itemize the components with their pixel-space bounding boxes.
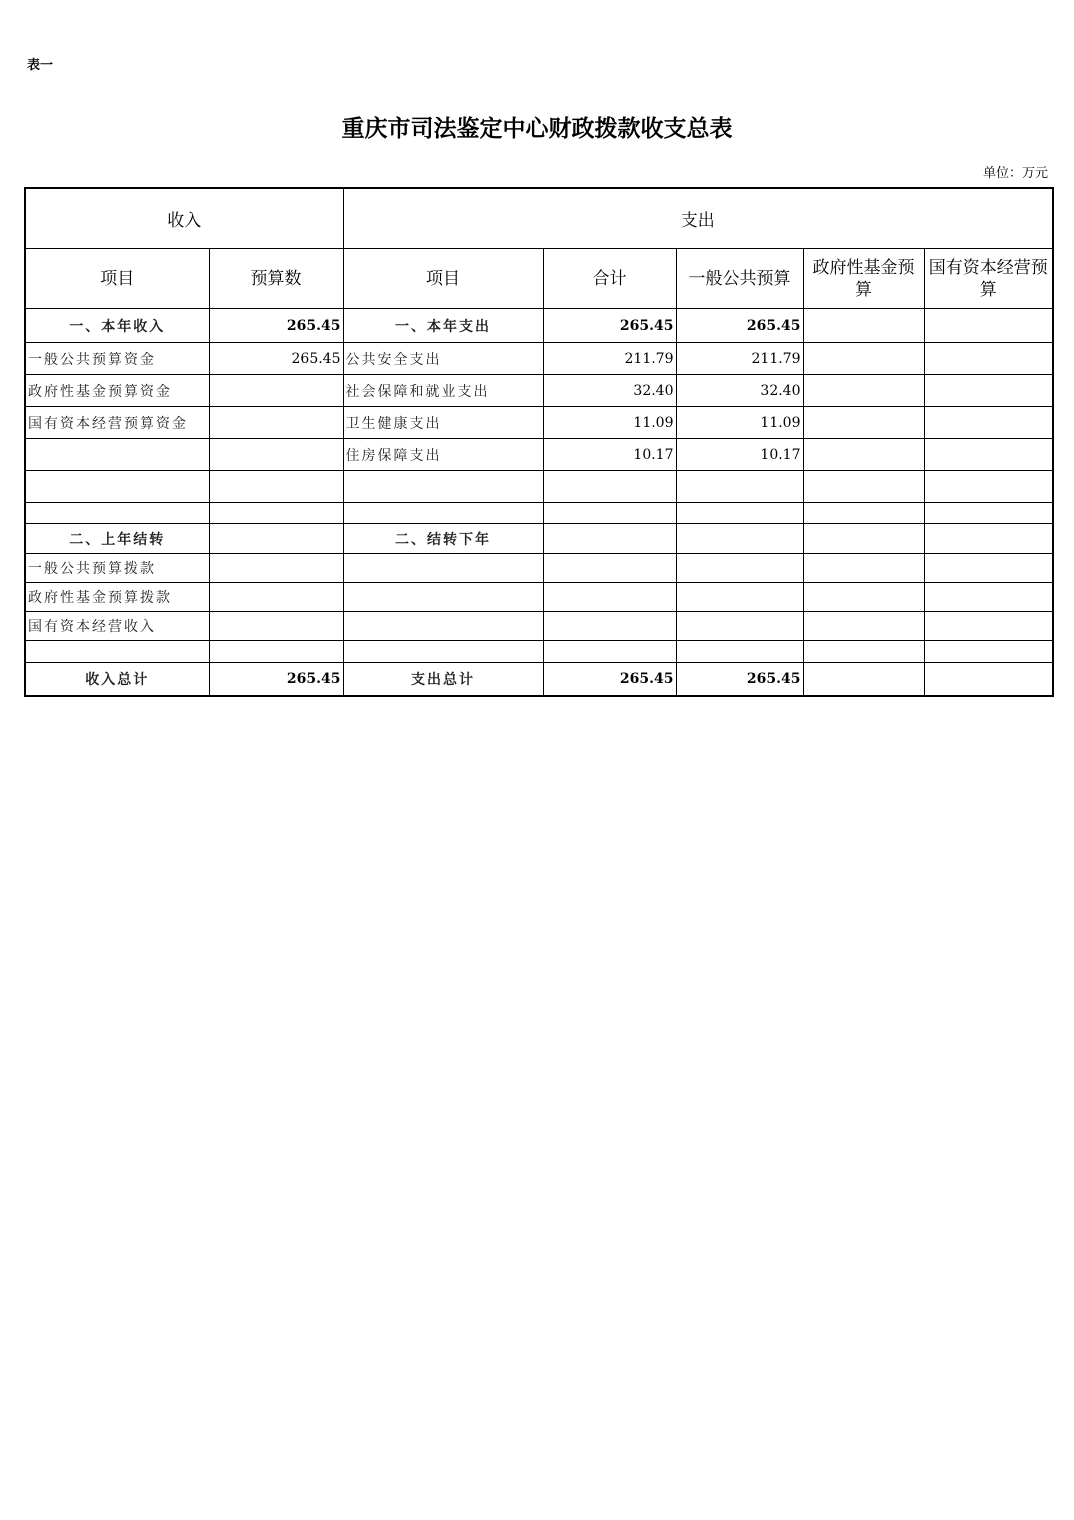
general-value: 211.79 [676,343,803,375]
table-row [25,503,1053,524]
total-value: 265.45 [543,309,676,343]
column-header-row [25,249,1053,309]
income-value [209,439,343,471]
income-item-label: 国有资本经营收入 [25,612,209,641]
state-value [924,524,1053,554]
state-value [924,407,1053,439]
table-row [25,583,1053,612]
fund-value [803,407,924,439]
budget-summary-table [24,187,1054,697]
income-item-label: 一般公共预算资金 [25,343,209,375]
income-value: 265.45 [209,343,343,375]
fund-value [803,375,924,407]
income-item-label [25,439,209,471]
income-value [209,524,343,554]
page-title: 重庆市司法鉴定中心财政拨款收支总表 [341,115,733,142]
income-value [209,375,343,407]
fund-value [803,524,924,554]
income-group-header: 收入 [25,188,343,249]
col-general-budget: 一般公共预算 [676,249,803,309]
state-value [924,343,1053,375]
expense-section-label: 一、本年支出 [343,309,543,343]
unit-note: 单位：万元 [982,166,1048,181]
table-tag: 表一 [27,58,54,73]
income-item-label: 一般公共预算拨款 [25,554,209,583]
table-row [25,309,1053,343]
table-row [25,641,1053,663]
income-item-label: 政府性基金预算拨款 [25,583,209,612]
fund-value [803,343,924,375]
expense-item-label: 公共安全支出 [343,343,543,375]
table-row [25,471,1053,503]
state-value [924,309,1053,343]
expense-item-label: 卫生健康支出 [343,407,543,439]
total-value: 265.45 [543,663,676,697]
state-value [924,663,1053,697]
table-row [25,343,1053,375]
state-value [924,439,1053,471]
expense-item-label: 住房保障支出 [343,439,543,471]
total-value [543,524,676,554]
general-value: 265.45 [676,663,803,697]
fund-value [803,439,924,471]
expense-total-label: 支出总计 [343,663,543,697]
col-income-item: 项目 [25,249,209,309]
total-row [25,663,1053,697]
table-row [25,524,1053,554]
table-row [25,439,1053,471]
total-value: 211.79 [543,343,676,375]
fund-value [803,663,924,697]
col-income-budget: 预算数 [209,249,343,309]
expense-item-label: 社会保障和就业支出 [343,375,543,407]
income-total-label: 收入总计 [25,663,209,697]
expense-section-label: 二、结转下年 [343,524,543,554]
fund-value [803,309,924,343]
income-section-label: 二、上年结转 [25,524,209,554]
general-value: 265.45 [676,309,803,343]
group-header-row [25,188,1053,249]
col-state-capital-budget: 国有资本经营预算 [924,249,1053,309]
general-value: 10.17 [676,439,803,471]
income-value [209,407,343,439]
general-value [676,524,803,554]
col-expense-item: 项目 [343,249,543,309]
total-value: 32.40 [543,375,676,407]
income-total-value: 265.45 [209,663,343,697]
state-value [924,375,1053,407]
col-fund-budget: 政府性基金预算 [803,249,924,309]
income-value: 265.45 [209,309,343,343]
income-item-label: 国有资本经营预算资金 [25,407,209,439]
table-row [25,375,1053,407]
total-value: 10.17 [543,439,676,471]
general-value: 32.40 [676,375,803,407]
table-row [25,407,1053,439]
expense-group-header: 支出 [343,188,1053,249]
income-item-label: 政府性基金预算资金 [25,375,209,407]
general-value: 11.09 [676,407,803,439]
table-row [25,554,1053,583]
income-section-label: 一、本年收入 [25,309,209,343]
col-total: 合计 [543,249,676,309]
table-row [25,612,1053,641]
total-value: 11.09 [543,407,676,439]
